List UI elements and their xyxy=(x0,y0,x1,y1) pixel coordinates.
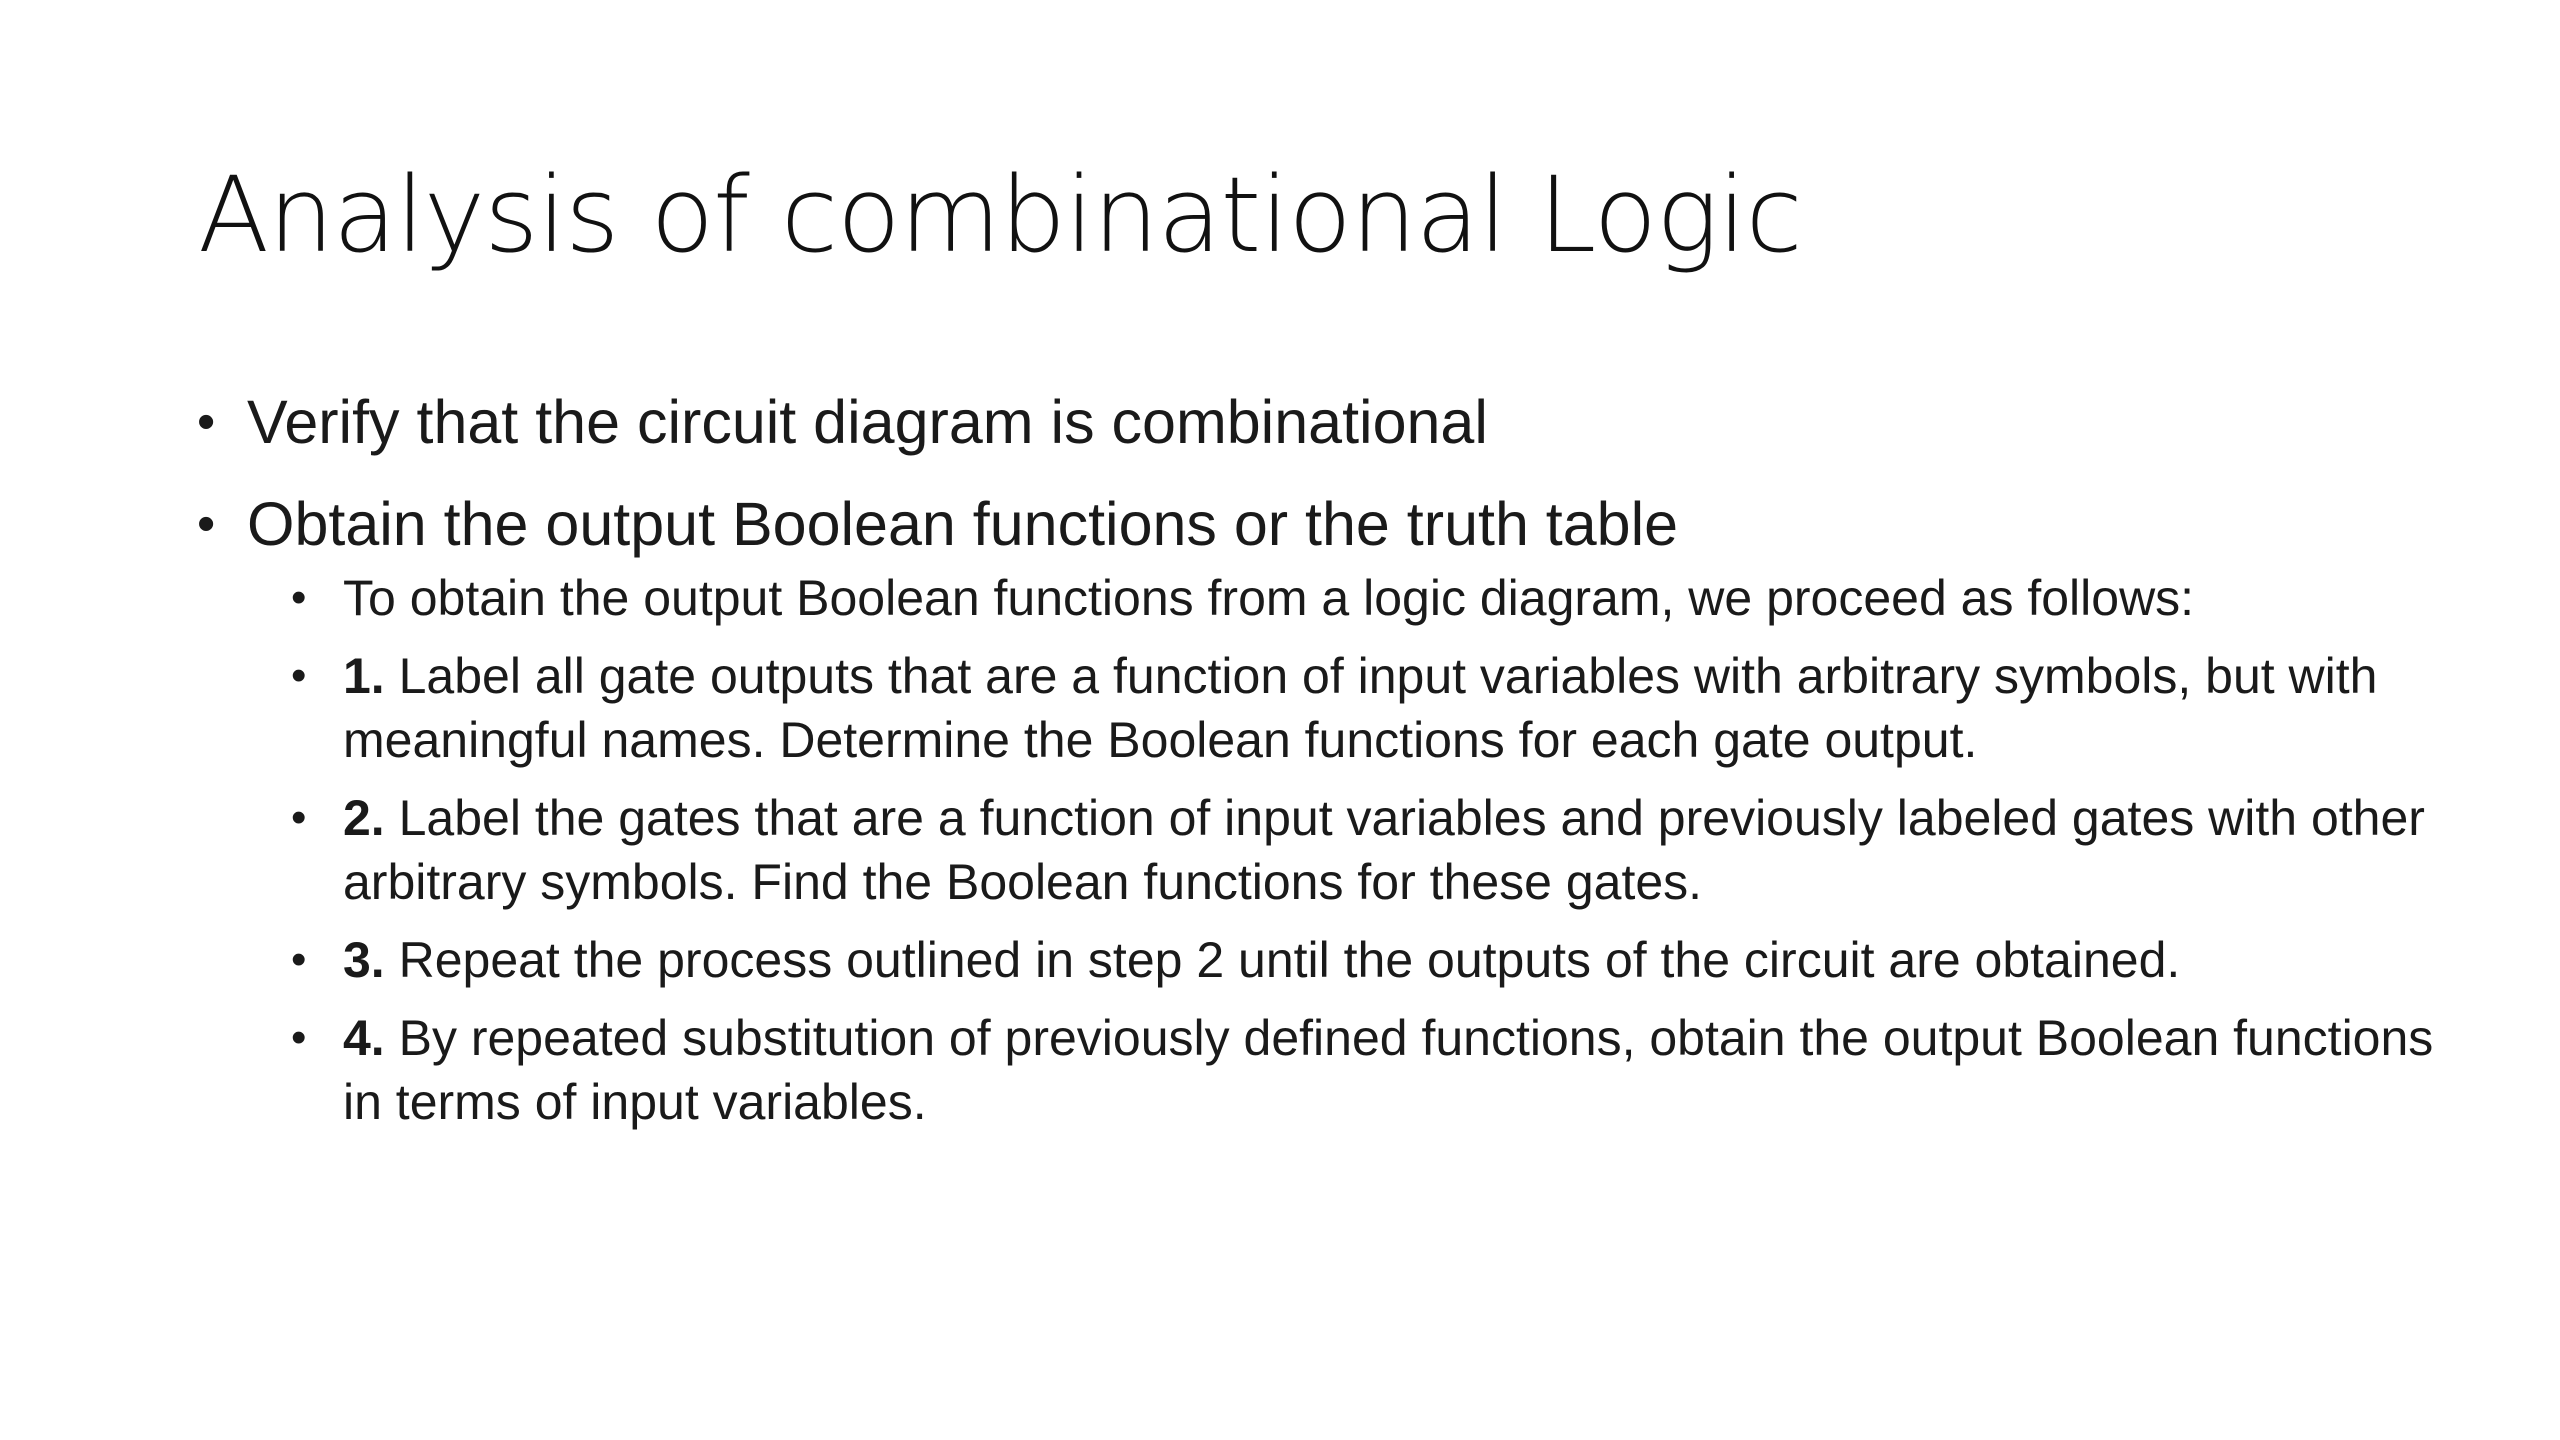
sub-bullet-list xyxy=(287,566,2450,1134)
step-number: 2. xyxy=(343,790,385,846)
sub-bullet-text: To obtain the output Boolean functions from a logic diagram, we proceed as follows: xyxy=(343,570,2195,626)
bullet-icon: • xyxy=(197,495,216,553)
slide-title: Analysis of combinational Logic xyxy=(198,154,1802,276)
step-number: 3. xyxy=(343,932,385,988)
bullet-item xyxy=(190,482,2450,1134)
bullet-icon: • xyxy=(197,393,216,451)
bullet-item xyxy=(190,380,2450,464)
sub-bullet-item xyxy=(287,644,2443,772)
sub-bullet-text: Label all gate outputs that are a function of input variables with arbitrary symbols, but with meaningful names. Determine the Boolean functions for each gate output. xyxy=(343,648,2378,768)
bullet-icon: • xyxy=(291,651,307,700)
sub-bullet-item xyxy=(287,928,2443,992)
sub-bullet-text: Repeat the process outlined in step 2 until the outputs of the circuit are obtained. xyxy=(384,932,2181,988)
sub-bullet-text: By repeated substitution of previously defined functions, obtain the output Boolean functions in terms of input variables. xyxy=(343,1010,2434,1130)
bullet-text: Obtain the output Boolean functions or the truth table xyxy=(247,490,1679,558)
step-number: 1. xyxy=(343,648,385,704)
sub-bullet-item xyxy=(287,786,2443,914)
step-number: 4. xyxy=(343,1010,385,1066)
sub-bullet-text: Label the gates that are a function of input variables and previously labeled gates with other arbitrary symbols. Find the Boolean functions for these gates. xyxy=(343,790,2425,910)
sub-bullet-item xyxy=(287,1006,2443,1134)
bullet-list xyxy=(190,380,2450,1134)
bullet-icon: • xyxy=(291,935,307,984)
slide-body xyxy=(190,380,2450,1152)
bullet-icon: • xyxy=(291,1013,307,1062)
bullet-text: Verify that the circuit diagram is combinational xyxy=(247,388,1488,456)
bullet-icon: • xyxy=(291,573,307,622)
bullet-icon: • xyxy=(291,793,307,842)
sub-bullet-item xyxy=(287,566,2443,630)
